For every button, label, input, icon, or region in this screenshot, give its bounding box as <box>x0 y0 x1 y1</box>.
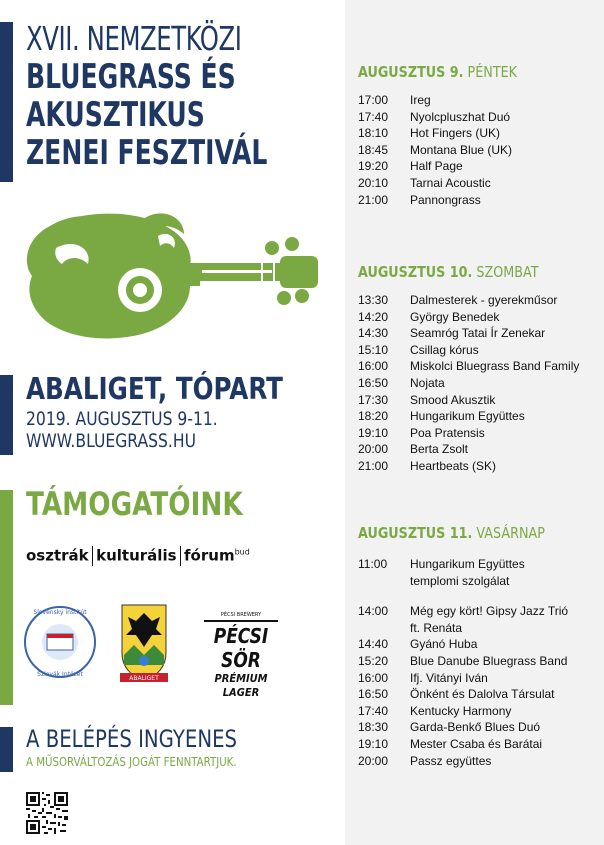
slot-time: 14:20 <box>358 309 389 324</box>
slot-time: 15:20 <box>358 653 389 668</box>
title-accent-bar <box>0 22 13 182</box>
list-item <box>358 653 598 670</box>
day-weekday: SZOMBAT <box>476 263 539 281</box>
slot-performer: Half Page <box>410 159 463 174</box>
slot-time: 11:00 <box>358 557 388 571</box>
list-item <box>358 109 598 126</box>
entry-accent-bar <box>0 727 13 772</box>
day-heading-sunday <box>358 524 545 542</box>
day-weekday: PÉNTEK <box>467 63 518 81</box>
slot-performer: Ifj. Vitányi Iván <box>410 670 488 685</box>
list-item <box>358 556 598 589</box>
slot-time: 19:10 <box>358 736 389 751</box>
slot-time: 14:30 <box>358 326 389 341</box>
slot-time: 14:40 <box>358 637 389 652</box>
schedule-friday <box>358 92 598 208</box>
day-date: AUGUSZTUS 11. <box>358 524 473 542</box>
free-entry-label: A BELÉPÉS INGYENES <box>26 725 238 753</box>
festival-title <box>26 20 338 172</box>
list-item <box>358 753 598 770</box>
schedule-saturday <box>358 292 598 475</box>
forum-separator <box>92 546 94 566</box>
title-line-2: BLUEGRASS ÉS <box>26 57 236 97</box>
day-date: AUGUSZTUS 10. <box>358 263 473 281</box>
list-item <box>358 292 598 309</box>
sponsors-accent-bar <box>0 490 13 705</box>
list-item <box>358 92 598 109</box>
list-item <box>358 192 598 209</box>
abaliget-crest <box>118 603 170 685</box>
list-item <box>358 736 598 753</box>
list-item <box>358 686 598 703</box>
list-item <box>358 158 598 175</box>
forum-word-3: fórum <box>184 546 235 565</box>
day-heading-saturday <box>358 263 539 281</box>
slot-time: 14:00 <box>358 604 389 619</box>
guitar-illustration <box>22 208 322 348</box>
list-item <box>358 342 598 359</box>
list-item <box>358 670 598 687</box>
list-item <box>358 125 598 142</box>
slot-time: 17:30 <box>358 392 389 407</box>
beer-brewery-label: PÉCSI BREWERY <box>220 612 262 618</box>
slot-time: 20:10 <box>358 175 389 190</box>
slot-performer: Pannongrass <box>410 192 481 207</box>
title-line-3: AKUSZTIKUS <box>26 95 205 135</box>
venue-block <box>26 372 339 452</box>
slovak-institute-logo <box>22 604 98 680</box>
list-item <box>358 636 598 653</box>
slot-performer: Tarnai Acoustic <box>410 175 491 190</box>
slot-performer: Berta Zsolt <box>410 442 469 457</box>
slot-performer: Hungarikum Együttes templomi szolgálat <box>410 557 525 588</box>
sponsors-heading: TÁMOGATÓINK <box>26 485 243 523</box>
slot-time: 13:30 <box>358 293 389 307</box>
list-item <box>358 441 598 458</box>
venue-place: ABALIGET, TÓPART <box>26 372 283 407</box>
institute-ring-bottom: Szlovák Intézet <box>37 671 83 678</box>
venue-website[interactable]: WWW.BLUEGRASS.HU <box>26 430 196 452</box>
slot-performer: Nojata <box>410 375 445 390</box>
list-item <box>358 425 598 442</box>
slot-time: 19:10 <box>358 425 389 440</box>
day-date: AUGUSZTUS 9. <box>358 63 464 81</box>
slot-time: 20:00 <box>358 442 389 457</box>
schedule-sunday <box>358 556 598 769</box>
title-line-4: ZENEI FESZTIVÁL <box>26 133 268 173</box>
institute-ring-top: Slovenský inštitút <box>33 609 87 616</box>
slot-performer: Miskolci Bluegrass Band Family <box>410 359 580 374</box>
list-item <box>358 603 598 636</box>
slot-time: 17:00 <box>358 93 389 107</box>
list-item <box>358 458 598 475</box>
crest-label: ABALIGET <box>129 675 159 682</box>
slot-time: 16:50 <box>358 687 389 702</box>
slot-time: 17:40 <box>358 703 389 718</box>
qr-code[interactable] <box>26 792 68 834</box>
beer-subtitle: PRÉMIUM LAGER <box>214 672 268 699</box>
slot-time: 18:30 <box>358 720 389 735</box>
program-change-notice: A MŰSORVÁLTOZÁS JOGÁT FENNTARTJUK. <box>26 755 237 769</box>
slot-performer: Hot Fingers (UK) <box>410 126 501 141</box>
slot-time: 16:00 <box>358 359 389 374</box>
slot-performer: Nyolcpluszhat Duó <box>410 109 511 124</box>
slot-performer: Hungarikum Együttes <box>410 409 525 424</box>
forum-separator <box>180 546 182 566</box>
slot-performer: Mester Csaba és Barátai <box>410 736 543 751</box>
slot-time: 16:00 <box>358 670 389 685</box>
list-item <box>358 703 598 720</box>
entry-block <box>26 725 283 771</box>
slot-time: 18:10 <box>358 126 389 141</box>
list-item <box>358 325 598 342</box>
slot-time: 18:20 <box>358 409 389 424</box>
slot-performer: Gyánó Huba <box>410 637 478 652</box>
slot-time: 15:10 <box>358 342 389 357</box>
venue-accent-bar <box>0 375 13 455</box>
slot-performer: Poa Pratensis <box>410 425 485 440</box>
slot-performer: Montana Blue (UK) <box>410 142 513 157</box>
list-item <box>358 408 598 425</box>
list-item <box>358 375 598 392</box>
slot-time: 19:20 <box>358 159 389 174</box>
venue-dates: 2019. AUGUSZTUS 9-11. <box>26 408 218 430</box>
title-line-1: XVII. NEMZETKÖZI <box>26 19 242 58</box>
slot-performer: Ireg <box>410 93 431 107</box>
slot-performer: Kentucky Harmony <box>410 703 512 718</box>
forum-word-2: kulturális <box>96 546 177 565</box>
slot-performer: Önként és Dalolva Társulat <box>410 687 555 702</box>
slot-performer: Smood Akusztik <box>410 392 496 407</box>
day-heading-friday <box>358 63 517 81</box>
slot-performer: Dalmesterek - gyerekműsor <box>410 293 558 307</box>
pecsi-sor-logo <box>198 612 284 700</box>
day-weekday: VASÁRNAP <box>476 524 545 542</box>
forum-logo <box>26 546 250 566</box>
list-item <box>358 142 598 159</box>
slot-performer: Passz együttes <box>410 753 492 768</box>
slot-performer: Csillag kórus <box>410 342 479 357</box>
slot-performer: Blue Danube Bluegrass Band <box>410 653 568 668</box>
slot-time: 21:00 <box>358 192 389 207</box>
beer-rule <box>204 620 278 622</box>
beer-name: PÉCSI SÖR <box>213 624 269 672</box>
slot-time: 17:40 <box>358 109 389 124</box>
list-item <box>358 309 598 326</box>
slot-time: 16:50 <box>358 375 389 390</box>
slot-performer: György Benedek <box>410 309 500 324</box>
forum-word-1: osztrák <box>26 546 89 565</box>
slot-performer: Még egy kört! Gipsy Jazz Trió ft. Renáta <box>410 604 569 635</box>
slot-time: 21:00 <box>358 458 389 473</box>
slot-performer: Garda-Benkő Blues Duó <box>410 720 541 735</box>
slot-time: 18:45 <box>358 142 389 157</box>
list-item <box>358 175 598 192</box>
slot-time: 20:00 <box>358 753 389 768</box>
forum-suffix: bud <box>234 547 250 557</box>
slot-performer: Heartbeats (SK) <box>410 458 497 473</box>
list-item <box>358 392 598 409</box>
list-item <box>358 719 598 736</box>
list-item <box>358 358 598 375</box>
slot-performer: Seamróg Tatai Ír Zenekar <box>410 326 546 341</box>
